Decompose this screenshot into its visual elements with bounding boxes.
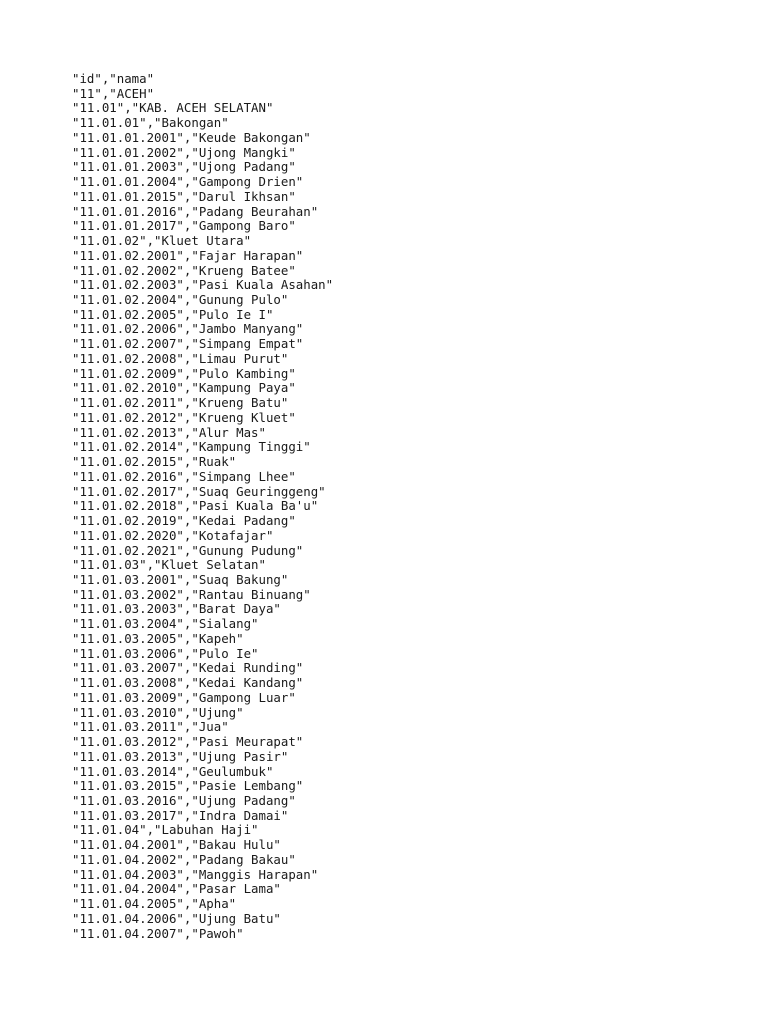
csv-line: "11.01.04.2003","Manggis Harapan" xyxy=(72,866,319,882)
csv-line: "11.01.01","Bakongan" xyxy=(72,115,229,131)
csv-line: "11.01.03.2015","Pasie Lembang" xyxy=(72,778,304,794)
csv-line: "11.01.03.2017","Indra Damai" xyxy=(72,807,289,823)
csv-line: "11.01.04","Labuhan Haji" xyxy=(72,822,259,838)
csv-line: "11.01.02.2003","Pasi Kuala Asahan" xyxy=(72,277,334,293)
csv-line: "11.01.02","Kluet Utara" xyxy=(72,233,252,249)
csv-line: "11.01.03.2004","Sialang" xyxy=(72,616,259,632)
csv-line: "11.01.01.2016","Padang Beurahan" xyxy=(72,203,319,219)
csv-line: "11.01.02.2017","Suaq Geuringgeng" xyxy=(72,483,326,499)
csv-line: "11.01.02.2020","Kotafajar" xyxy=(72,527,274,543)
csv-line: "11.01","KAB. ACEH SELATAN" xyxy=(72,100,274,116)
csv-line: "11.01.02.2007","Simpang Empat" xyxy=(72,336,304,352)
csv-line: "11.01.04.2007","Pawoh" xyxy=(72,925,244,941)
csv-line: "11.01.02.2009","Pulo Kambing" xyxy=(72,365,296,381)
csv-line: "11.01.03.2011","Jua" xyxy=(72,719,229,735)
csv-line: "11.01.02.2019","Kedai Padang" xyxy=(72,513,296,529)
csv-line: "11.01.02.2015","Ruak" xyxy=(72,454,237,470)
csv-line: "11.01.03.2005","Kapeh" xyxy=(72,630,244,646)
csv-line: "11.01.01.2002","Ujong Mangki" xyxy=(72,144,296,160)
csv-line: "11.01.04.2002","Padang Bakau" xyxy=(72,851,296,867)
csv-line: "11.01.02.2008","Limau Purut" xyxy=(72,350,289,366)
csv-line: "11.01.02.2004","Gunung Pulo" xyxy=(72,292,289,308)
csv-header-line: "id","nama" xyxy=(72,71,155,86)
csv-line: "11.01.04.2001","Bakau Hulu" xyxy=(72,837,281,853)
csv-line: "11.01.03.2016","Ujung Padang" xyxy=(72,792,296,808)
csv-line: "11.01.03.2001","Suaq Bakung" xyxy=(72,571,289,587)
csv-line: "11.01.03.2009","Gampong Luar" xyxy=(72,689,296,705)
csv-line: "11.01.04.2005","Apha" xyxy=(72,896,237,912)
csv-line: "11.01.01.2003","Ujong Padang" xyxy=(72,159,296,175)
csv-line: "11.01.03.2007","Kedai Runding" xyxy=(72,660,304,676)
csv-line: "11.01.02.2021","Gunung Pudung" xyxy=(72,542,304,558)
csv-line: "11.01.03.2006","Pulo Ie" xyxy=(72,645,259,661)
csv-line: "11.01.03.2012","Pasi Meurapat" xyxy=(72,734,304,750)
csv-line: "11.01.03","Kluet Selatan" xyxy=(72,557,266,573)
csv-line: "11.01.01.2004","Gampong Drien" xyxy=(72,174,304,190)
csv-line: "11.01.02.2001","Fajar Harapan" xyxy=(72,247,304,263)
csv-text-block xyxy=(72,72,333,941)
csv-line: "11","ACEH" xyxy=(72,85,155,101)
csv-line: "11.01.02.2011","Krueng Batu" xyxy=(72,395,289,411)
csv-line: "11.01.03.2010","Ujung" xyxy=(72,704,244,720)
csv-line: "11.01.03.2013","Ujung Pasir" xyxy=(72,748,289,764)
csv-line: "11.01.02.2018","Pasi Kuala Ba'u" xyxy=(72,498,319,514)
csv-line: "11.01.01.2001","Keude Bakongan" xyxy=(72,129,311,145)
csv-line: "11.01.03.2003","Barat Daya" xyxy=(72,601,281,617)
csv-line: "11.01.04.2004","Pasar Lama" xyxy=(72,881,281,897)
csv-line: "11.01.02.2006","Jambo Manyang" xyxy=(72,321,304,337)
csv-line: "11.01.03.2002","Rantau Binuang" xyxy=(72,586,311,602)
csv-line: "11.01.03.2008","Kedai Kandang" xyxy=(72,675,304,691)
csv-line: "11.01.02.2013","Alur Mas" xyxy=(72,424,266,440)
csv-line: "11.01.02.2016","Simpang Lhee" xyxy=(72,468,296,484)
csv-line: "11.01.01.2015","Darul Ikhsan" xyxy=(72,188,296,204)
csv-line: "11.01.03.2014","Geulumbuk" xyxy=(72,763,274,779)
csv-line: "11.01.02.2002","Krueng Batee" xyxy=(72,262,296,278)
csv-line: "11.01.02.2012","Krueng Kluet" xyxy=(72,409,296,425)
csv-line: "11.01.02.2014","Kampung Tinggi" xyxy=(72,439,311,455)
csv-line: "11.01.02.2010","Kampung Paya" xyxy=(72,380,296,396)
csv-line: "11.01.01.2017","Gampong Baro" xyxy=(72,218,296,234)
csv-line: "11.01.02.2005","Pulo Ie I" xyxy=(72,306,274,322)
csv-line: "11.01.04.2006","Ujung Batu" xyxy=(72,910,281,926)
